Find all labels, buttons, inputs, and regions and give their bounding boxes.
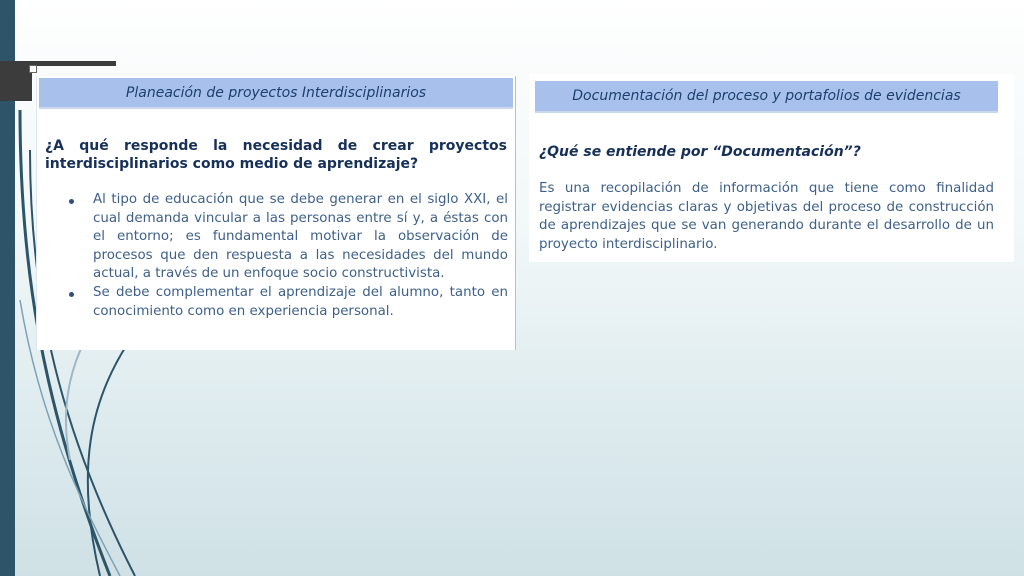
left-box-bullet-list	[43, 191, 508, 321]
dark-tab-shape	[0, 61, 32, 101]
bullet-dot-icon	[69, 199, 74, 204]
bullet-text: Se debe complementar el aprendizaje del alumno, tanto en conocimiento como en experiencia personal.	[93, 284, 508, 319]
placeholder-handle	[29, 65, 37, 73]
left-box-question: ¿A qué responde la necesidad de crear proyectos interdisciplinarios como medio de aprendizaje?	[45, 138, 507, 172]
list-item	[93, 191, 508, 284]
bullet-text: Al tipo de educación que se debe generar en el siglo XXI, el cual demanda vincular a las personas entre sí y, a éstas con el entorno; es fundamental motivar la observación de procesos que den respuesta a las necesidades del mundo actual, a través de un enfoque socio constructivista.	[93, 192, 508, 282]
left-box-title: Planeación de proyectos Interdisciplinarios	[39, 78, 513, 109]
right-box-question: ¿Qué se entiende por “Documentación”?	[539, 144, 861, 160]
right-box-title: Documentación del proceso y portafolios de evidencias	[535, 81, 998, 113]
bullet-dot-icon	[69, 292, 74, 297]
dark-tab-strip	[32, 61, 116, 66]
left-content-box	[36, 76, 516, 350]
right-content-box	[529, 74, 1014, 262]
list-item	[93, 284, 508, 321]
right-box-answer: Es una recopilación de información que tiene como finalidad registrar evidencias claras y objetivas del proceso de construcción de aprendizajes que se van generando durante el desarrollo de un proyecto interdisciplinario.	[539, 181, 994, 252]
